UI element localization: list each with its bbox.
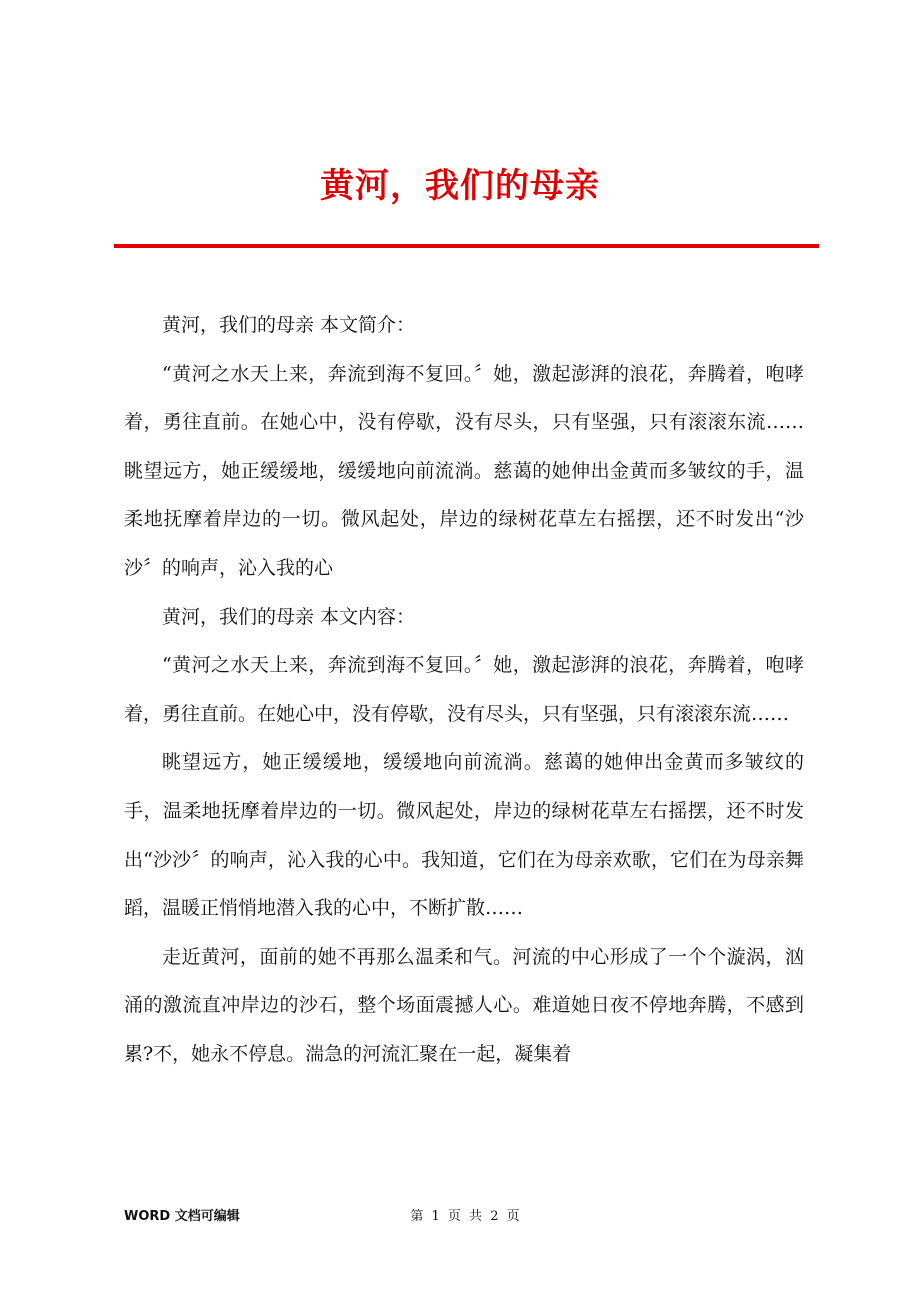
- paragraph: “黄河之水天上来，奔流到海不复回。〞她，激起澎湃的浪花，奔腾着，咆哮着，勇往直前。在她心中，没有停歇，没有尽头，只有坚强，只有滚滚东流……: [124, 654, 804, 725]
- paragraph-content-heading: 黄河，我们的母亲 本文内容：: [162, 605, 416, 628]
- footer-editable-note: WORD 文档可编辑: [124, 1209, 240, 1224]
- footer-page-number: 第 1 页 共 2 页: [410, 1209, 520, 1224]
- paragraph: 走近黄河，面前的她不再那么温柔和气。河流的中心形成了一个个漩涡，汹涌的激流直冲岸边的沙石，整个场面震撼人心。难道她日夜不停地奔腾，不感到累?不，她永不停息。湍急的河流汇聚在一起，凝集着: [124, 945, 804, 1065]
- paragraph-intro-text: “黄河之水天上来，奔流到海不复回。〞她，激起澎湃的浪花，奔腾着，咆哮着，勇往直前。在她心中，没有停歇，没有尽头，只有坚强，只有滚滚东流……眺望远方，她正缓缓地，缓缓地向前流淌。慈蔼的她伸出金黄而多皱纹的手，温柔地抚摩着岸边的一切。微风起处，岸边的绿树花草左右摇摆，还不时发出“沙沙〞的响声，沁入我的心: [124, 362, 804, 579]
- page-footer: [0, 1206, 920, 1228]
- document-body: [124, 301, 804, 1079]
- paragraph-intro-heading: 黄河，我们的母亲 本文简介：: [162, 314, 416, 336]
- title-underline-rule: [114, 244, 819, 248]
- document-title: 黄河，我们的母亲: [320, 166, 600, 206]
- paragraph: 眺望远方，她正缓缓地，缓缓地向前流淌。慈蔼的她伸出金黄而多皱纹的手，温柔地抚摩着岸边的一切。微风起处，岸边的绿树花草左右摇摆，还不时发出“沙沙〞的响声，沁入我的心中。我知道，它们在为母亲欢歌，它们在为母亲舞蹈，温暖正悄悄地潜入我的心中，不断扩散……: [124, 751, 804, 920]
